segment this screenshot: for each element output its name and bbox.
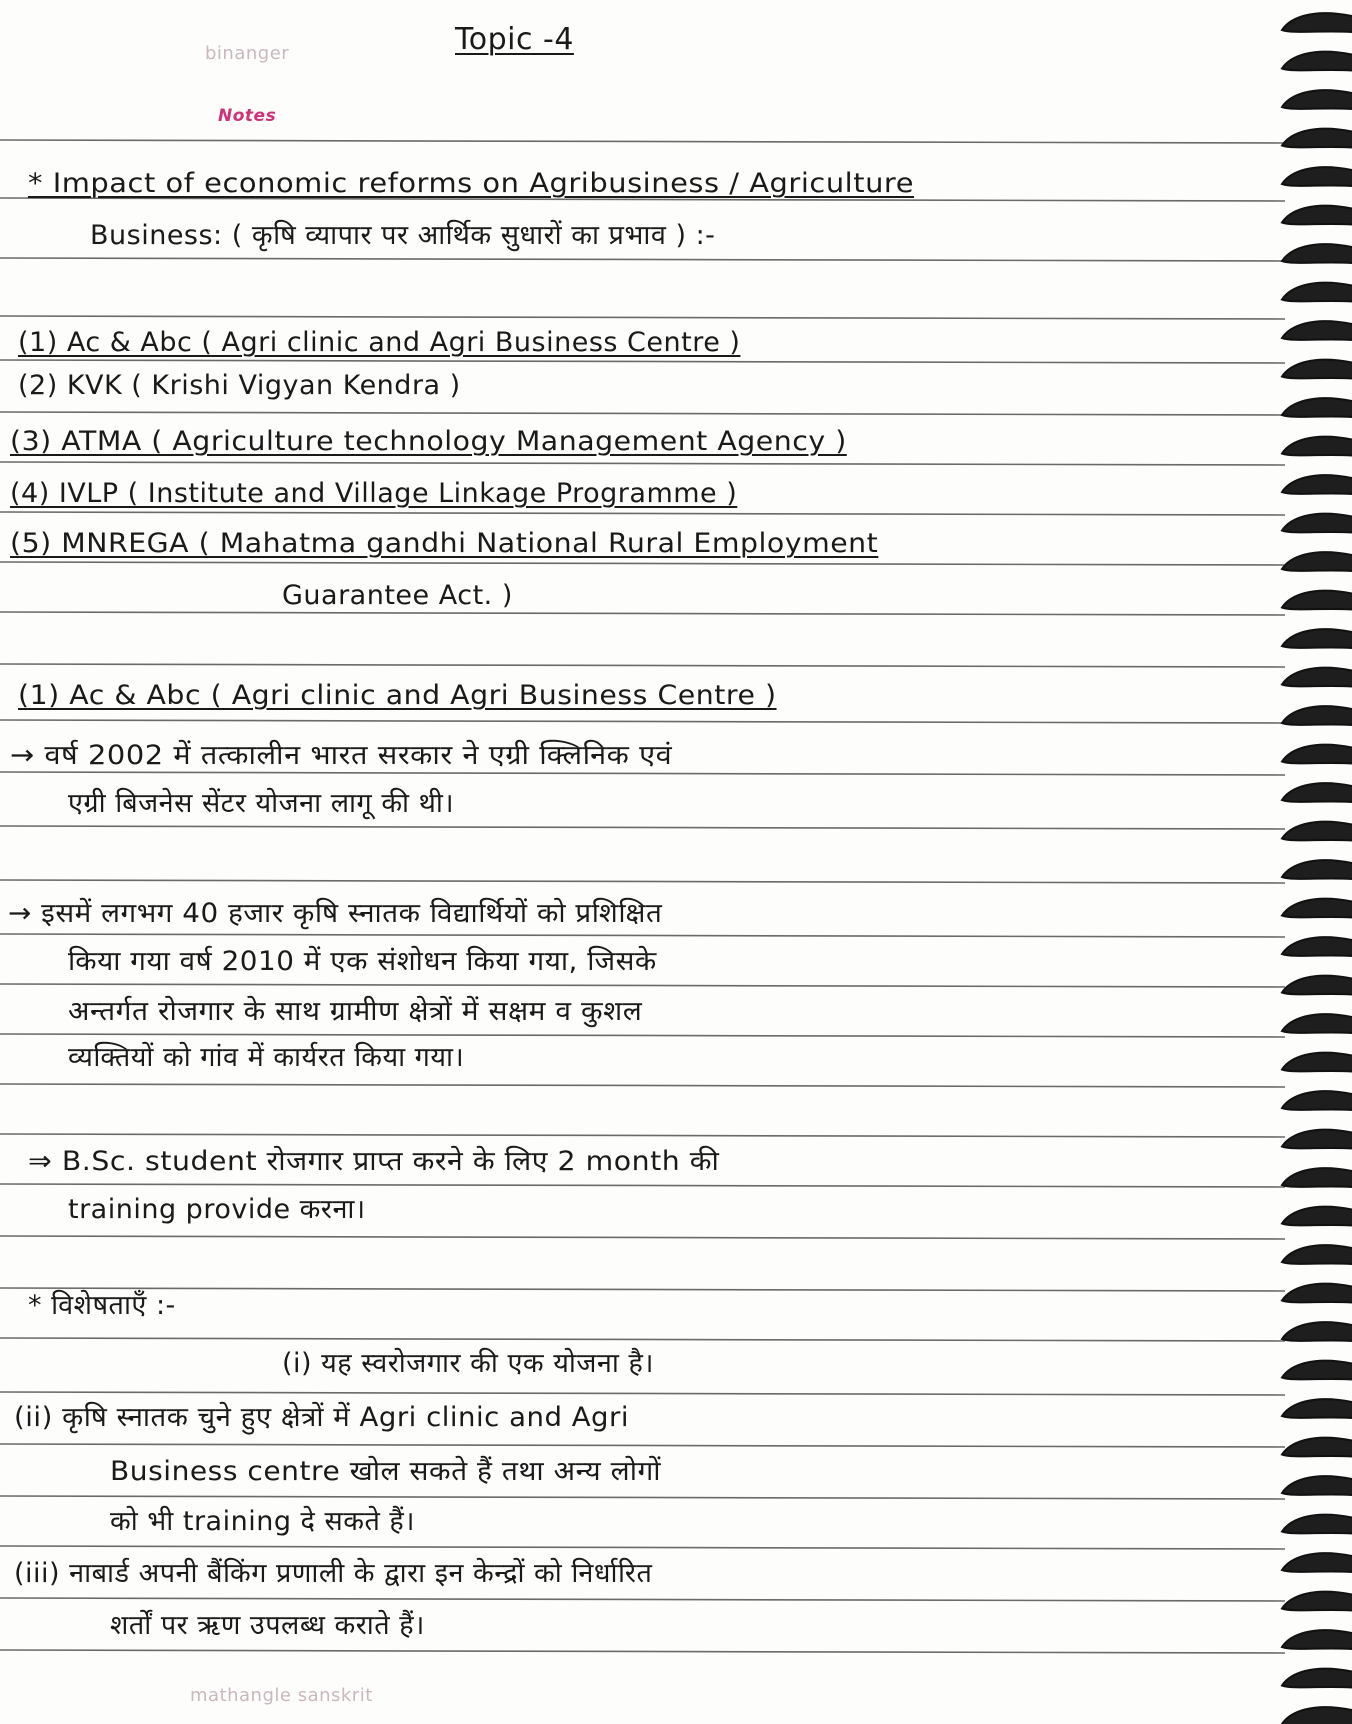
spiral-ring bbox=[1282, 514, 1352, 533]
feature-item: (ii) कृषि स्नातक चुने हुए क्षेत्रों में Agri clinic and Agri bbox=[14, 1402, 630, 1433]
spiral-ring bbox=[1282, 1284, 1352, 1303]
spiral-ring bbox=[1282, 783, 1352, 802]
list-item: (5) MNREGA ( Mahatma gandhi National Rural Employment bbox=[10, 528, 879, 559]
spiral-ring bbox=[1282, 1322, 1352, 1341]
spiral-ring bbox=[1282, 283, 1352, 302]
spiral-ring bbox=[1282, 822, 1352, 841]
spiral-ring bbox=[1282, 13, 1352, 32]
spiral-ring bbox=[1282, 244, 1352, 263]
spiral-ring bbox=[1282, 1630, 1352, 1649]
paragraph-line: व्यक्तियों को गांव में कार्यरत किया गया। bbox=[68, 1042, 465, 1073]
spiral-ring bbox=[1282, 52, 1352, 71]
spiral-ring bbox=[1282, 1438, 1352, 1457]
rule-line bbox=[0, 1084, 1285, 1087]
paragraph-line: अन्तर्गत रोजगार के साथ ग्रामीण क्षेत्रों में सक्षम व कुशल bbox=[68, 996, 643, 1027]
spiral-ring bbox=[1282, 1207, 1352, 1226]
spiral-ring bbox=[1282, 1361, 1352, 1380]
rule-line bbox=[0, 720, 1285, 723]
spiral-ring bbox=[1282, 552, 1352, 571]
spiral-ring bbox=[1282, 629, 1352, 648]
faint-bleedthrough-bottom: mathangle sanskrit bbox=[190, 1685, 373, 1706]
rule-line bbox=[0, 826, 1285, 829]
rule-line bbox=[0, 1134, 1285, 1137]
spiral-ring bbox=[1282, 1553, 1352, 1572]
main-heading-line2: Business: ( कृषि व्यापार पर आर्थिक सुधारों का प्रभाव ) :- bbox=[90, 220, 716, 251]
spiral-ring bbox=[1282, 90, 1352, 109]
spiral-ring bbox=[1282, 321, 1352, 340]
spiral-ring bbox=[1282, 860, 1352, 879]
rule-line bbox=[0, 1338, 1285, 1341]
rule-line bbox=[0, 562, 1285, 565]
rule-line bbox=[0, 1546, 1285, 1549]
rule-line bbox=[0, 1034, 1285, 1037]
list-item: Guarantee Act. ) bbox=[282, 580, 513, 611]
paragraph-line: एग्री बिजनेस सेंटर योजना लागू की थी। bbox=[68, 788, 455, 819]
rule-line bbox=[0, 664, 1285, 667]
rule-line bbox=[0, 1496, 1285, 1499]
spiral-ring bbox=[1282, 976, 1352, 995]
spiral-ring bbox=[1282, 668, 1352, 687]
spiral-ring bbox=[1282, 1130, 1352, 1149]
rule-line bbox=[0, 462, 1285, 465]
spiral-ring bbox=[1282, 167, 1352, 186]
rule-line bbox=[0, 258, 1285, 261]
page-topic: Topic -4 bbox=[455, 22, 574, 57]
features-heading: * विशेषताएँ :- bbox=[28, 1290, 176, 1321]
spiral-ring bbox=[1282, 1091, 1352, 1110]
list-item: (3) ATMA ( Agriculture technology Management Agency ) bbox=[10, 426, 847, 457]
paragraph-line: → वर्ष 2002 में तत्कालीन भारत सरकार ने एग्री क्लिनिक एवं bbox=[10, 740, 673, 771]
rule-line bbox=[0, 140, 1285, 143]
paragraph-line: training provide करना। bbox=[68, 1194, 366, 1225]
rule-line bbox=[0, 1288, 1285, 1291]
rule-line bbox=[0, 1392, 1285, 1395]
rule-line bbox=[0, 772, 1285, 775]
spiral-ring bbox=[1282, 1476, 1352, 1495]
rule-line bbox=[0, 1444, 1285, 1447]
spiral-ring bbox=[1282, 1168, 1352, 1187]
spiral-ring bbox=[1282, 1053, 1352, 1072]
faint-bleedthrough-top: binanger bbox=[205, 43, 290, 64]
spiral-ring bbox=[1282, 899, 1352, 918]
feature-item: Business centre खोल सकते हैं तथा अन्य लोगों bbox=[110, 1456, 662, 1487]
spiral-ring bbox=[1282, 398, 1352, 417]
spiral-ring bbox=[1282, 937, 1352, 956]
rule-line bbox=[0, 612, 1285, 615]
list-item: (1) Ac & Abc ( Agri clinic and Agri Business Centre ) bbox=[18, 327, 741, 358]
list-item: (4) IVLP ( Institute and Village Linkage Programme ) bbox=[10, 478, 738, 509]
spiral-ring bbox=[1282, 129, 1352, 148]
list-item: (2) KVK ( Krishi Vigyan Kendra ) bbox=[18, 370, 461, 401]
spiral-ring bbox=[1282, 1014, 1352, 1033]
rule-line bbox=[0, 934, 1285, 937]
rule-line bbox=[0, 412, 1285, 415]
notes-stamp: Notes bbox=[218, 106, 277, 126]
rule-line bbox=[0, 1236, 1285, 1239]
spiral-ring bbox=[1282, 1707, 1352, 1724]
spiral-ring bbox=[1282, 475, 1352, 494]
rule-line bbox=[0, 984, 1285, 987]
feature-item: को भी training दे सकते हैं। bbox=[110, 1506, 415, 1537]
feature-item: (i) यह स्वरोजगार की एक योजना है। bbox=[282, 1348, 655, 1379]
spiral-ring bbox=[1282, 1245, 1352, 1264]
spiral-ring bbox=[1282, 1515, 1352, 1534]
main-heading-line1: * Impact of economic reforms on Agribusiness / Agriculture bbox=[28, 168, 915, 199]
rule-line bbox=[0, 1184, 1285, 1187]
spiral-ring bbox=[1282, 360, 1352, 379]
paragraph-line: किया गया वर्ष 2010 में एक संशोधन किया गया, जिसके bbox=[68, 946, 657, 977]
section-heading: (1) Ac & Abc ( Agri clinic and Agri Business Centre ) bbox=[18, 680, 777, 711]
feature-item: (iii) नाबार्ड अपनी बैंकिंग प्रणाली के द्वारा इन केन्द्रों को निर्धारित bbox=[14, 1558, 653, 1589]
paragraph-line: → इसमें लगभग 40 हजार कृषि स्नातक विद्यार्थियों को प्रशिक्षित bbox=[8, 898, 663, 929]
rule-line bbox=[0, 316, 1285, 319]
spiral-ring bbox=[1282, 1592, 1352, 1611]
rule-line bbox=[0, 880, 1285, 883]
spiral-ring bbox=[1282, 591, 1352, 610]
spiral-binding bbox=[1272, 0, 1352, 1724]
spiral-ring bbox=[1282, 437, 1352, 456]
rule-line bbox=[0, 512, 1285, 515]
spiral-ring bbox=[1282, 1399, 1352, 1418]
spiral-ring bbox=[1282, 745, 1352, 764]
paragraph-line: ⇒ B.Sc. student रोजगार प्राप्त करने के लिए 2 month की bbox=[28, 1146, 720, 1177]
rule-line bbox=[0, 1598, 1285, 1601]
spiral-ring bbox=[1282, 706, 1352, 725]
rule-line bbox=[0, 1650, 1285, 1653]
rule-line bbox=[0, 360, 1285, 363]
spiral-ring bbox=[1282, 1669, 1352, 1688]
feature-item: शर्तों पर ऋण उपलब्ध कराते हैं। bbox=[110, 1610, 425, 1641]
spiral-ring bbox=[1282, 206, 1352, 225]
